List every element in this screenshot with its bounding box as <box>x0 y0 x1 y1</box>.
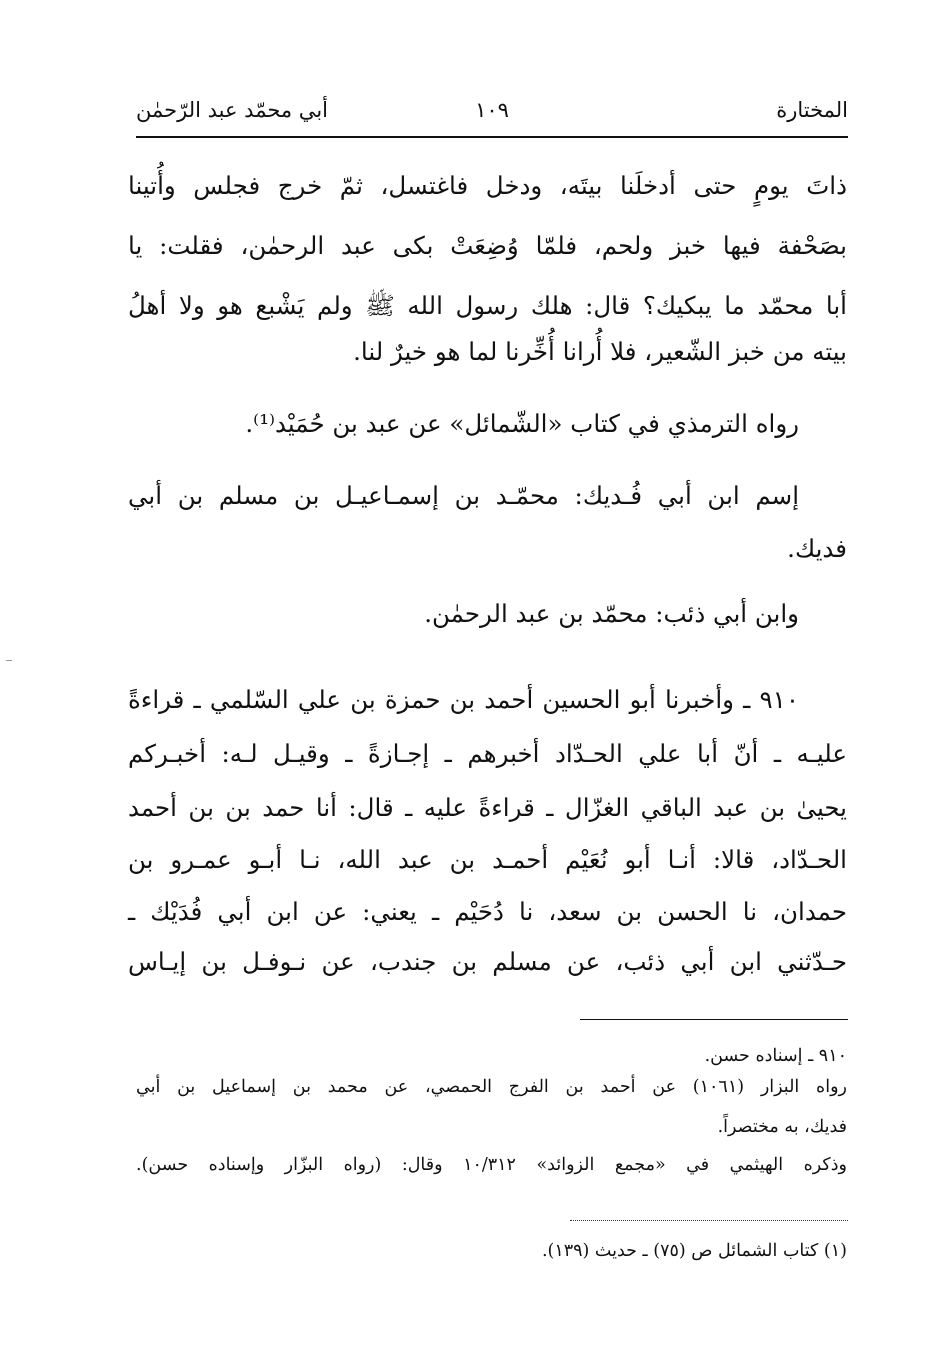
footnote-line: فديك، به مختصراً. <box>717 1117 847 1137</box>
header-section-title: أبي محمّد عبد الرّحمٰن <box>136 98 328 122</box>
text-line: حـدّثني ابن أبي ذئب، عن مسلم بن جندب، عن نـوفـل بن إيـاس <box>128 947 847 976</box>
text-line: عليـه ـ أنّ أبا علي الحـدّاد أخبرهم ـ إجـازةً ـ وقيـل لـه: أخبـركم <box>128 739 847 768</box>
text-line: رواه الترمذي في كتاب «الشّمائل» عن عبد بن حُمَيْد⁽¹⁾. <box>245 409 799 438</box>
text-line: إسم ابن أبي فُـديك: محمّـد بن إسمـاعيـل بن مسلم بن أبي <box>128 481 799 510</box>
page-number: ١٠٩ <box>475 98 509 122</box>
footnote-line: رواه البزار (١٠٦١) عن أحمد بن الفرج الحمصي، عن محمد بن إسماعيل بن أبي <box>136 1077 847 1097</box>
header-book-title: المختارة <box>776 98 848 122</box>
margin-mark <box>6 660 12 661</box>
footnote-rule <box>580 1019 848 1020</box>
header-rule <box>136 136 848 138</box>
footnote-line: ٩١٠ ـ إسناده حسن. <box>704 1046 847 1066</box>
footnote-divider <box>570 1220 848 1221</box>
footnote-line: (١) كتاب الشمائل ص (٧٥) ـ حديث (١٣٩). <box>541 1241 847 1261</box>
hadith-number-line: ٩١٠ ـ وأخبرنا أبو الحسين أحمد بن حمزة بن علي السّلمي ـ قراءةً <box>128 685 799 714</box>
text-line: بصَحْفة فيها خبز ولحم، فلمّا وُضِعَتْ بكى عبد الرحمٰن، فقلت: يا <box>128 231 847 260</box>
footnote-line: وذكره الهيثمي في «مجمع الزوائد» ١٠/٣١٢ وقال: (رواه البزّار وإسناده حسن). <box>136 1155 847 1175</box>
text-line: ذاتَ يومٍ حتى أدخلَنا بيتَه، ودخل فاغتسل، ثمّ خرج فجلس وأُتينا <box>128 171 847 200</box>
running-header <box>136 96 848 130</box>
text-line: الحـدّاد، قالا: أنـا أبو نُعَيْم أحمـد بن عبد الله، نـا أبـو عمـرو بن <box>128 845 847 874</box>
text-line: وابن أبي ذئب: محمّد بن عبد الرحمٰن. <box>424 599 799 628</box>
text-line: فديك. <box>787 534 847 563</box>
text-line: أبا محمّد ما يبكيك؟ قال: هلك رسول الله ﷺ ولم يَشْبع هو ولا أهلُ <box>128 291 847 320</box>
text-line: بيته من خبز الشّعير، فلا أُرانا أُخِّرنا لما هو خيرٌ لنا. <box>353 337 847 366</box>
text-line: حمدان، نا الحسن بن سعد، نا دُحَيْم ـ يعني: عن ابن أبي فُدَيْك ـ <box>128 897 847 926</box>
text-line: يحيىٰ بن عبد الباقي الغزّال ـ قراءةً عليه ـ قال: أنا حمد بن بن أحمد <box>128 793 847 822</box>
